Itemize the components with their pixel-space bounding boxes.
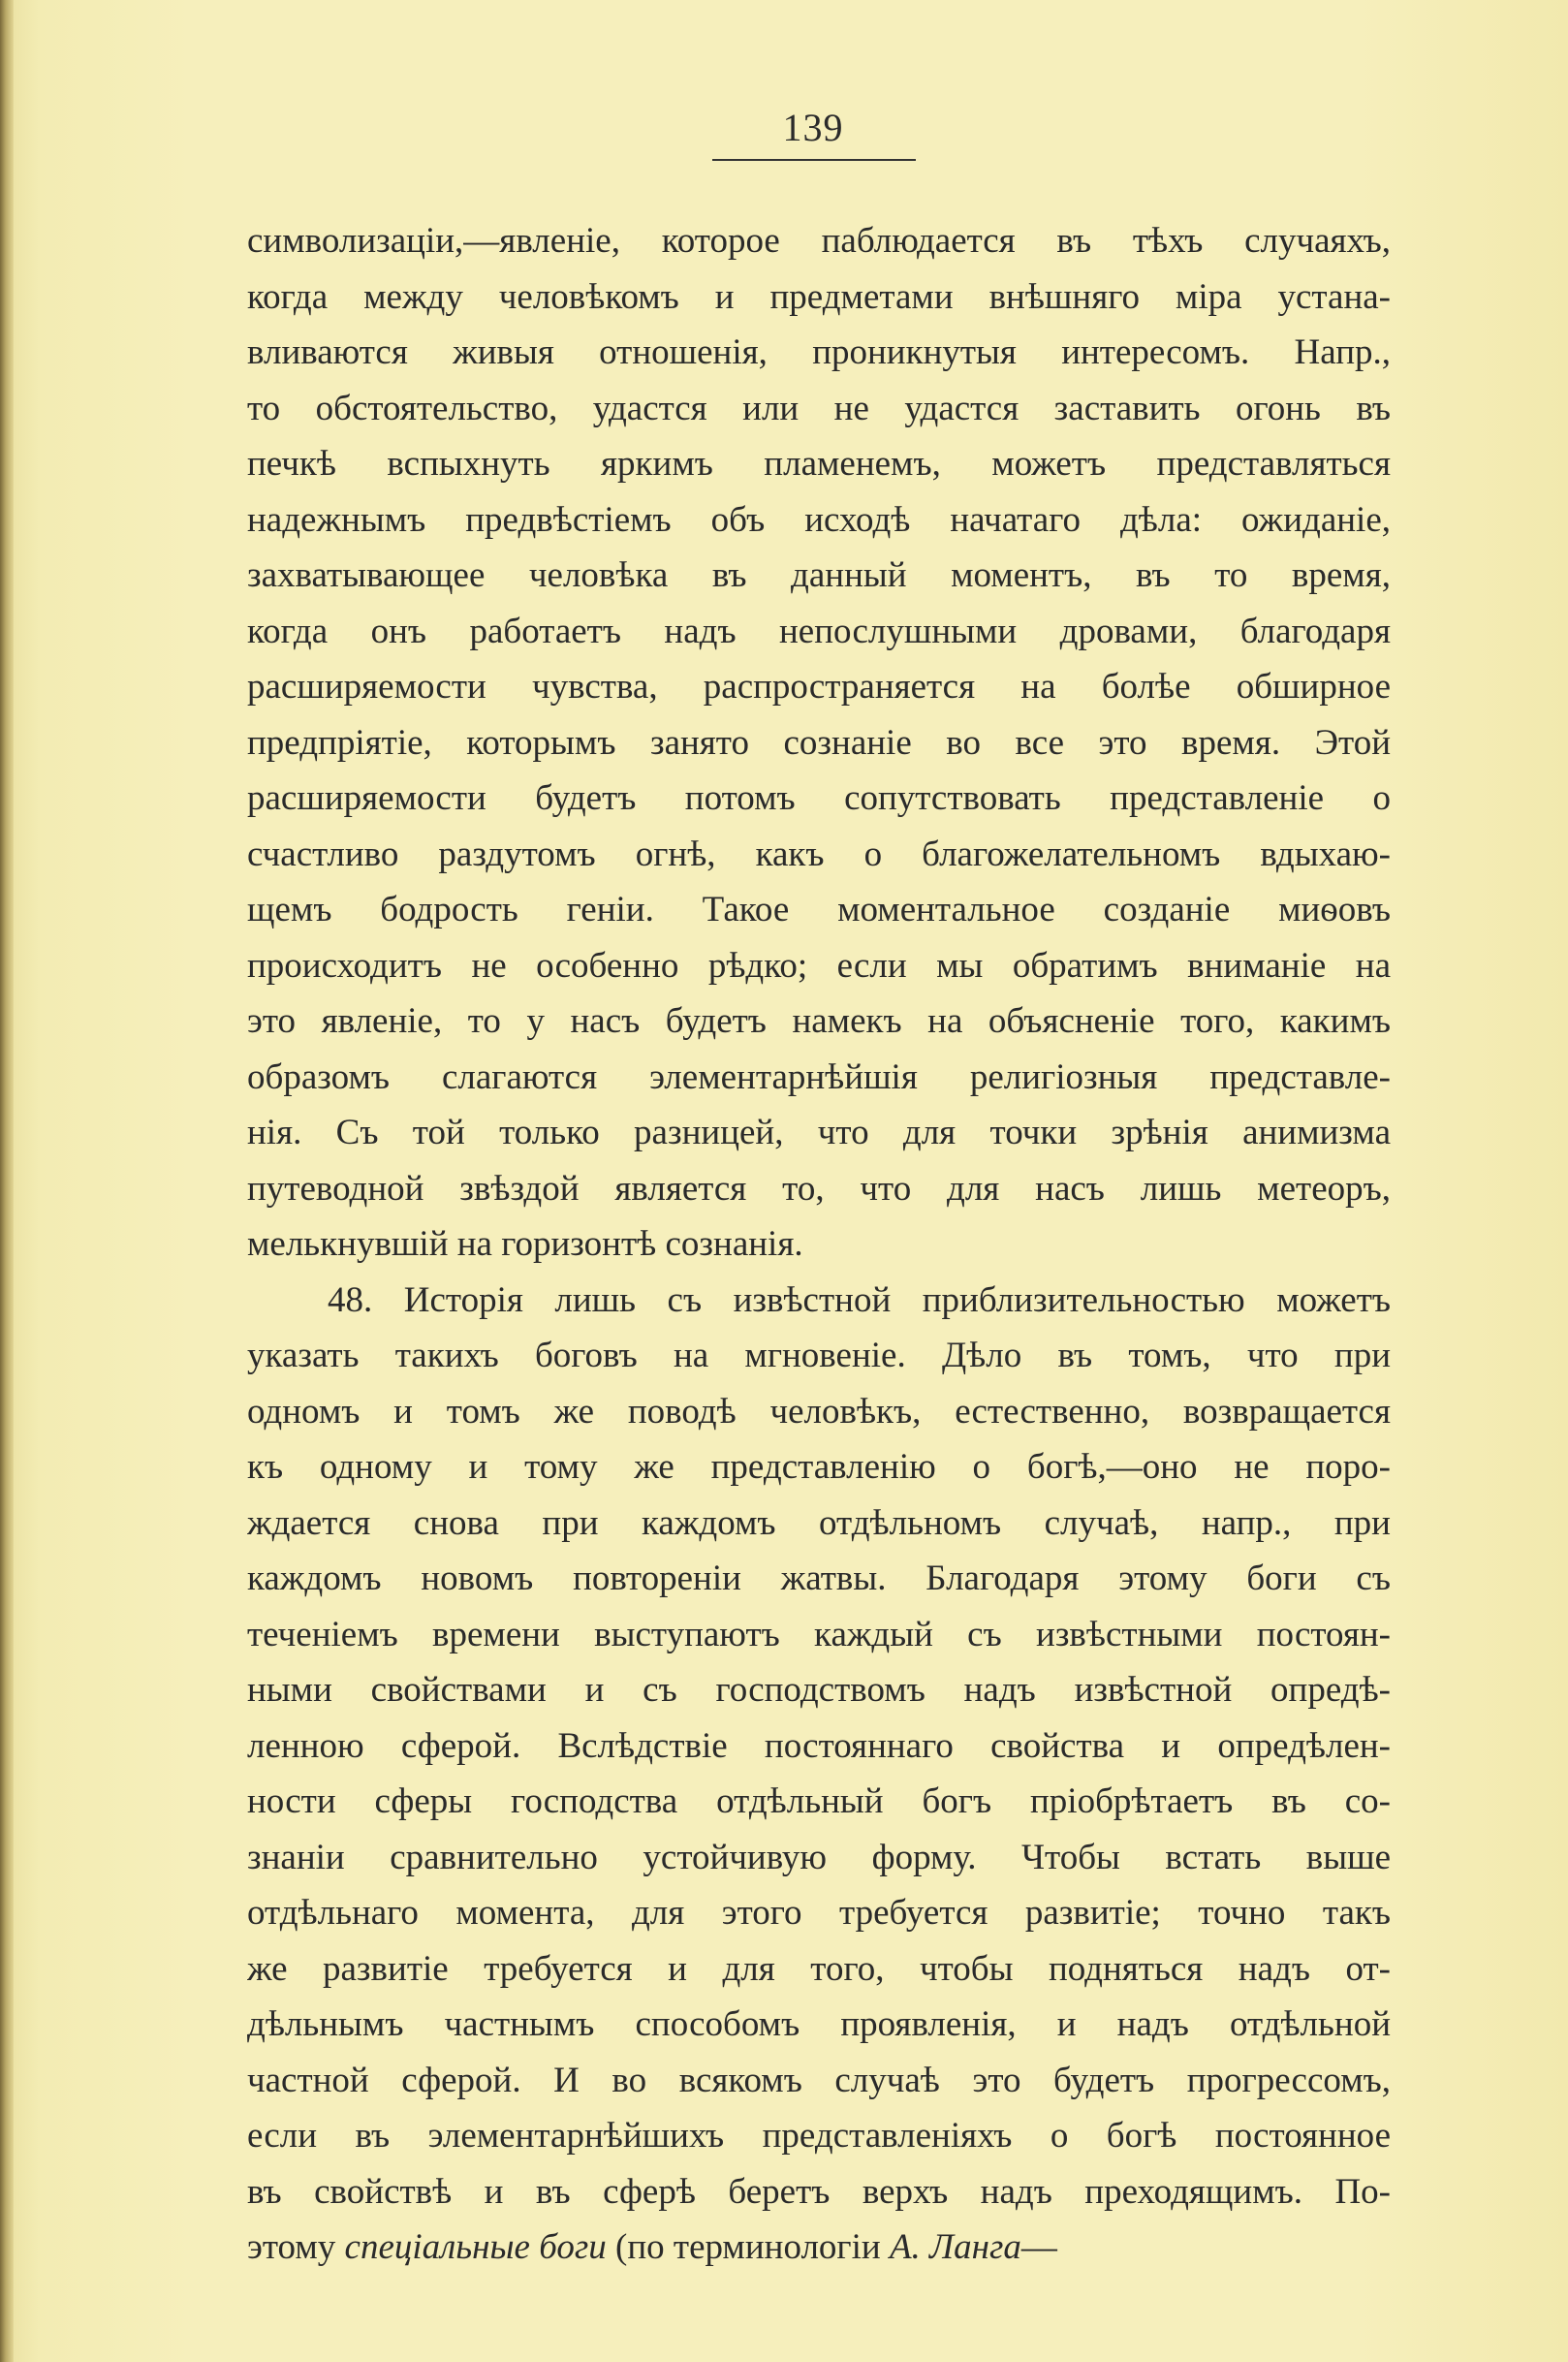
text-line: знаніи сравнительно устойчивую форму. Чтобы встать выше	[247, 1837, 1391, 1877]
final-line-italic-1: спеціальные боги	[344, 2227, 607, 2267]
text-line: то обстоятельство, удастся или не удастся заставить огонь въ	[247, 388, 1391, 428]
final-line-italic-2: А. Ланга	[889, 2227, 1021, 2267]
text-line: путеводной звѣздой является то, что для насъ лишь метеоръ,	[247, 1168, 1391, 1209]
text-line: одномъ и томъ же поводѣ человѣкъ, естественно, возвращается	[247, 1391, 1391, 1432]
page-number-text: 139	[782, 106, 844, 149]
text-line: нія. Съ той только разницей, что для точки зрѣнія анимизма	[247, 1113, 1391, 1152]
page-number	[0, 105, 1568, 150]
text-line: теченіемъ времени выступаютъ каждый съ извѣстными постоян-	[247, 1614, 1391, 1654]
text-line: когда онъ работаетъ надъ непослушными дровами, благодаря	[247, 611, 1391, 651]
final-line-part-1: этому	[247, 2227, 345, 2267]
text-line: происходитъ не особенно рѣдко; если мы обратимъ вниманіе на	[247, 945, 1391, 986]
final-line-part-2: (по терминологіи	[606, 2227, 890, 2267]
text-line: указать такихъ боговъ на мгновеніе. Дѣло въ томъ, что при	[247, 1336, 1391, 1375]
text-line: надежнымъ предвѣстіемъ объ исходѣ начатаго дѣла: ожиданіе,	[247, 499, 1391, 540]
paragraph-1	[247, 213, 1391, 1273]
text-line: каждомъ новомъ повтореніи жатвы. Благодаря этому боги съ	[247, 1559, 1391, 1598]
text-line: если въ элементарнѣйшихъ представленіяхъ о богѣ постоянное	[247, 2116, 1391, 2156]
text-line: мелькнувшій на горизонтѣ сознанія.	[247, 1224, 803, 1264]
text-line: дѣльнымъ частнымъ способомъ проявленія, и надъ отдѣльной	[247, 2004, 1391, 2044]
final-line-part-3: —	[1020, 2227, 1057, 2267]
paragraph-2	[247, 1273, 1391, 2220]
text-line: это явленіе, то у насъ будетъ намекъ на объясненіе того, какимъ	[247, 1001, 1391, 1041]
text-line: вливаются живыя отношенія, проникнутыя интересомъ. Напр.,	[247, 332, 1391, 372]
text-line: 48. Исторія лишь съ извѣстной приблизительностью можетъ	[328, 1279, 1391, 1320]
text-line: расширяемости чувства, распространяется на болѣе обширное	[247, 667, 1391, 707]
text-line: отдѣльнаго момента, для этого требуется развитіе; точно такъ	[247, 1893, 1391, 1933]
text-line: къ одному и тому же представленію о богѣ,—оно не поро-	[247, 1447, 1391, 1487]
text-line: расширяемости будетъ потомъ сопутствовать представленіе о	[247, 778, 1391, 818]
text-line: захватывающее человѣка въ данный моментъ, въ то время,	[247, 555, 1391, 595]
text-line: частной сферой. И во всякомъ случаѣ это будетъ прогрессомъ,	[247, 2060, 1391, 2100]
page-spine-edge	[0, 0, 14, 2362]
text-line: образомъ слагаются элементарнѣйшія религіозныя представле-	[247, 1056, 1391, 1097]
text-line: предпріятіе, которымъ занято сознаніе во все это время. Этой	[247, 722, 1391, 763]
text-line: символизаціи,—явленіе, которое паблюдается въ тѣхъ случаяхъ,	[247, 221, 1391, 261]
text-line: щемъ бодрость геніи. Такое моментальное созданіе миѳовъ	[247, 890, 1391, 929]
page-number-rule	[712, 159, 916, 161]
body-text	[247, 213, 1391, 2276]
text-line: ными свойствами и съ господствомъ надъ извѣстной опредѣ-	[247, 1670, 1391, 1710]
text-line: когда между человѣкомъ и предметами внѣшняго міра устана-	[247, 276, 1391, 317]
text-line: же развитіе требуется и для того, чтобы подняться надъ от-	[247, 1948, 1391, 1989]
text-line: въ свойствѣ и въ сферѣ беретъ верхъ надъ преходящимъ. По-	[247, 2171, 1391, 2212]
text-line: ленною сферой. Вслѣдствіе постояннаго свойства и опредѣлен-	[247, 1725, 1391, 1766]
text-line-final	[247, 2220, 1391, 2276]
text-line: печкѣ вспыхнуть яркимъ пламенемъ, можетъ представляться	[247, 444, 1391, 484]
text-line: счастливо раздутомъ огнѣ, какъ о благожелательномъ вдыхаю-	[247, 834, 1391, 874]
text-line: ности сферы господства отдѣльный богъ пріобрѣтаетъ въ со-	[247, 1781, 1391, 1821]
text-line: ждается снова при каждомъ отдѣльномъ случаѣ, напр., при	[247, 1502, 1391, 1543]
